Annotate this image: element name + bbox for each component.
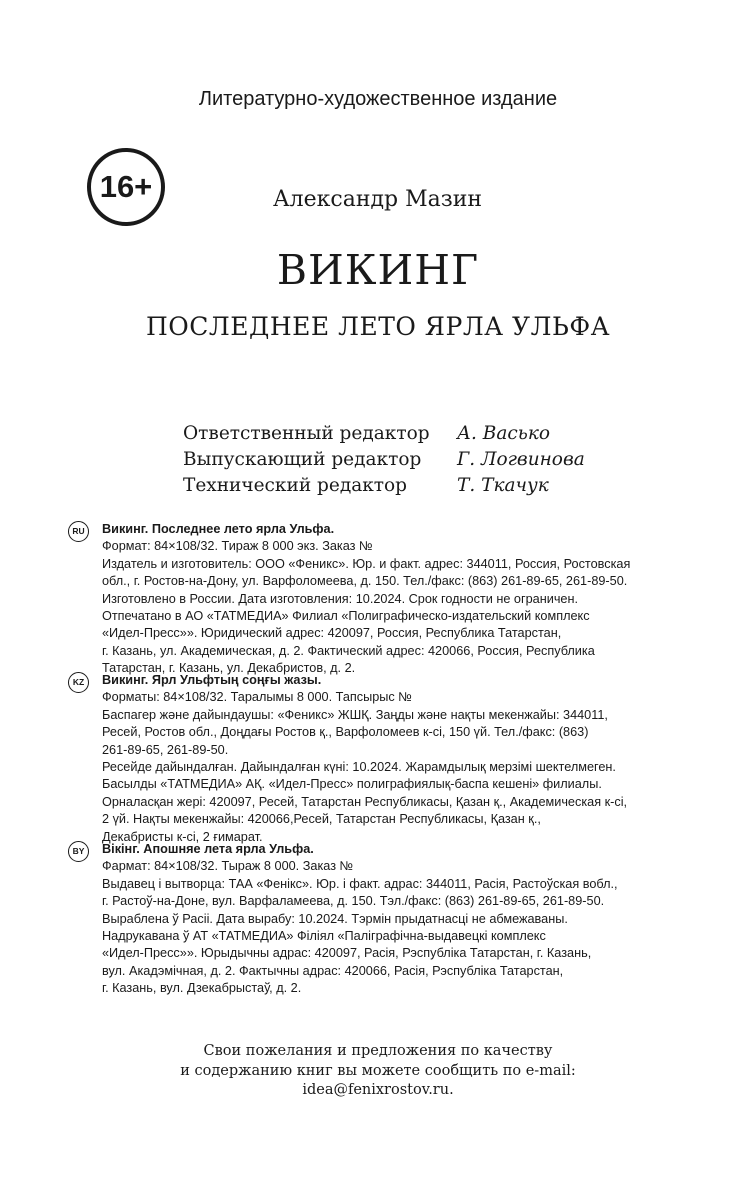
imprint-title: Викинг. Последнее лето ярла Ульфа. (102, 522, 335, 536)
imprint-line: Татарстан, г. Казань, ул. Декабристов, д. 2. (102, 661, 356, 676)
age-rating-badge: 16+ (87, 148, 165, 226)
imprint-line: Отпечатано в АО «ТАТМЕДИА» Филиал «Полиграфическо-издательский комплекс (102, 609, 590, 624)
book-subtitle: ПОСЛЕДНЕЕ ЛЕТО ЯРЛА УЛЬФА (145, 312, 611, 341)
imprint-body (102, 521, 708, 678)
lang-badge-kz: KZ (68, 672, 89, 693)
credit-row (183, 423, 623, 449)
imprint-line: Ресейде дайындалған. Дайындалған күні: 10.2024. Жарамдылық мерзімі шектелмеген. (102, 760, 616, 775)
imprint-line: Ресей, Ростов обл., Доңдағы Ростов қ., Варфоломеев к-сі, 150 үй. Тел./факс: (863) (102, 725, 589, 740)
imprint-line: Издатель и изготовитель: ООО «Феникс». Юр. и факт. адрес: 344011, Россия, Ростовская (102, 556, 631, 571)
credit-name: Г. Логвинова (457, 449, 585, 470)
imprint-kz (68, 672, 708, 846)
lang-badge-ru: RU (68, 521, 89, 542)
credit-role: Выпускающий редактор (183, 449, 422, 470)
book-title: ВИКИНГ (276, 246, 480, 294)
credit-row (183, 449, 623, 475)
imprint-line: Выраблена ў Расіі. Дата вырабу: 10.2024. Тэрмін прыдатнасці не абмежаваны. (102, 911, 568, 926)
imprint-line: Баспагер және дайындаушы: «Феникс» ЖШҚ. Заңды және нақты мекенжайы: 344011, (102, 707, 608, 722)
imprint-line: Форматы: 84×108/32. Таралымы 8 000. Тапсырыс № (102, 690, 412, 705)
imprint-line: Надрукавана ў АТ «ТАТМЕДИА» Філіял «Паліграфічна-выдавецкі комплекс (102, 929, 546, 944)
credit-name: Т. Ткачук (457, 475, 549, 496)
credit-row (183, 475, 623, 501)
imprint-line: «Идел-Пресс»». Юридический адрес: 420097, Россия, Республика Татарстан, (102, 626, 562, 641)
credit-role: Ответственный редактор (183, 423, 430, 444)
credit-role: Технический редактор (183, 475, 408, 496)
imprint-line: 2 үй. Нақты мекенжайы: 420066,Ресей, Татарстан Республикасы, Қазан қ., (102, 812, 541, 827)
edition-type: Литературно-художественное издание (198, 88, 558, 110)
imprint-line: обл., г. Ростов-на-Дону, ул. Варфоломеева, д. 150. Тел./факс: (863) 261-89-65, 261-89-50. (102, 574, 628, 589)
imprint-body (102, 672, 708, 846)
imprint-title: Вікінг. Апошняе лета ярла Ульфа. (102, 842, 314, 856)
feedback-note (0, 1042, 756, 1101)
imprint-line: г. Растоў-на-Доне, вул. Варфаламеева, д. 150. Тэл./факс: (863) 261-89-65, 261-89-50. (102, 894, 605, 909)
imprint-body (102, 841, 708, 998)
feedback-line: и содержанию книг вы можете сообщить по e-mail: (180, 1062, 576, 1079)
credits-block (183, 423, 623, 501)
imprint-line: Формат: 84×108/32. Тираж 8 000 экз. Заказ № (102, 539, 373, 554)
feedback-email: idea@fenixrostov.ru. (302, 1082, 454, 1098)
imprint-line: г. Казань, вул. Дзекабрыстаў, д. 2. (102, 981, 302, 996)
imprint-line: Басылды «ТАТМЕДИА» АҚ. «Идел-Пресс» полиграфиялық-баспа кешені» филиалы. (102, 777, 602, 792)
imprint-line: вул. Акадэмічная, д. 2. Фактычны адрас: 420066, Расія, Рэспубліка Татарстан, (102, 963, 564, 978)
author-name: Александр Мазин (273, 187, 483, 212)
imprint-line: Фармат: 84×108/32. Тыраж 8 000. Заказ № (102, 859, 354, 874)
imprint-line: Декабристы к-сі, 2 ғимарат. (102, 829, 263, 844)
imprint-by (68, 841, 708, 998)
imprint-line: Изготовлено в России. Дата изготовления: 10.2024. Срок годности не ограничен. (102, 591, 579, 606)
imprint-ru (68, 521, 708, 678)
credit-name: А. Васько (457, 423, 551, 444)
imprint-line: Орналасқан жері: 420097, Ресей, Татарстан Республикасы, Қазан қ., Академическая к-сі, (102, 794, 628, 809)
imprint-line: Выдавец і вытворца: ТАА «Фенікс». Юр. і факт. адрас: 344011, Расія, Растоўская вобл., (102, 876, 618, 891)
imprint-line: 261-89-65, 261-89-50. (102, 742, 229, 757)
feedback-line: Свои пожелания и предложения по качеству (203, 1043, 553, 1059)
imprint-line: г. Казань, ул. Академическая, д. 2. Фактический адрес: 420066, Россия, Республика (102, 643, 595, 658)
lang-badge-by: BY (68, 841, 89, 862)
imprint-title: Викинг. Ярл Ульфтың соңғы жазы. (102, 673, 322, 687)
imprint-line: «Идел-Пресс»». Юрыдычны адрас: 420097, Расія, Рэспубліка Татарстан, г. Казань, (102, 946, 592, 961)
